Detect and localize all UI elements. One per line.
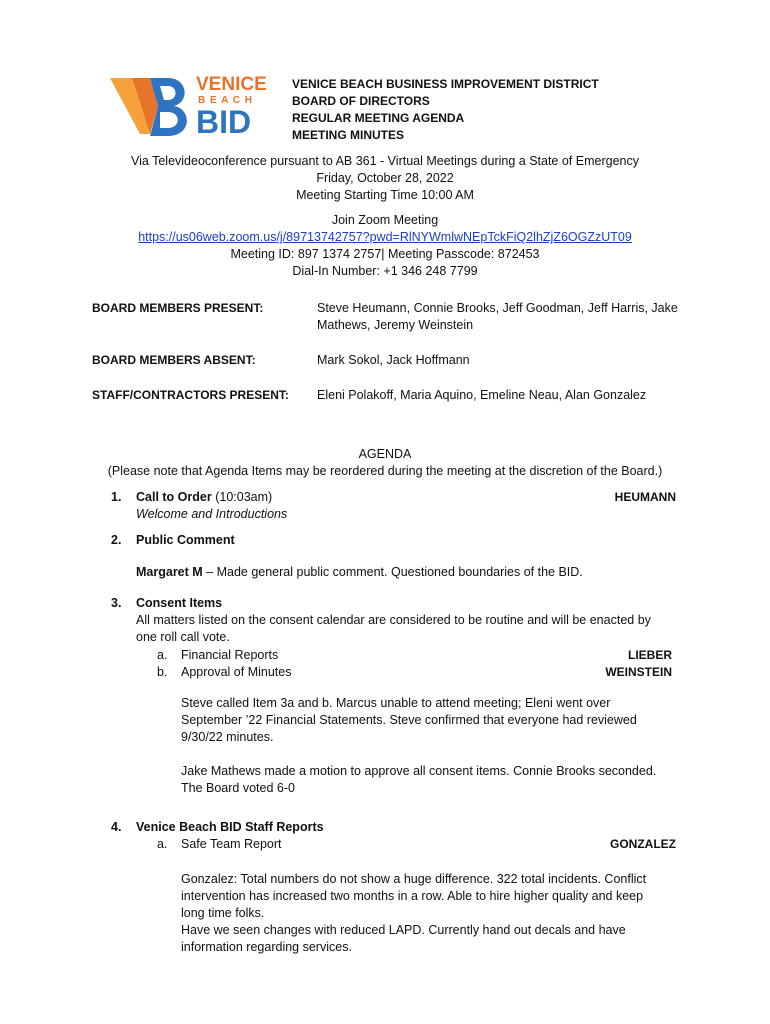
board-present-line-2: Mathews, Jeremy Weinstein xyxy=(317,318,474,332)
title-line-district: VENICE BEACH BUSINESS IMPROVEMENT DISTRICT xyxy=(292,77,599,91)
board-absent-label: BOARD MEMBERS ABSENT: xyxy=(92,353,256,367)
dial-in-line: Dial-In Number: +1 346 248 7799 xyxy=(292,264,478,278)
item-3-desc-line-2: one roll call vote. xyxy=(136,630,230,644)
logo-venice-text: VENICE xyxy=(196,74,267,95)
board-absent-value: Mark Sokol, Jack Hoffmann xyxy=(317,353,470,367)
item-3-p1-line-3: 9/30/22 minutes. xyxy=(181,730,274,744)
item-1-sub: Welcome and Introductions xyxy=(136,507,288,521)
board-present-value xyxy=(317,300,687,334)
item-3-paragraph-1 xyxy=(181,695,676,746)
item-3b-letter: b. xyxy=(157,665,168,679)
join-zoom-line: Join Zoom Meeting xyxy=(331,213,439,227)
item-3a-presenter: LIEBER xyxy=(627,648,672,662)
item-4-line-5: information regarding services. xyxy=(181,940,352,954)
item-3b-presenter: WEINSTEIN xyxy=(605,665,672,679)
zoom-meeting-link[interactable]: https://us06web.zoom.us/j/89713742757?pwd=RlNYWmlwNEpTckFiQ2lhZjZ6OGZzUT09 xyxy=(138,230,632,244)
item-3a-text: Financial Reports xyxy=(181,648,279,662)
date-line: Friday, October 28, 2022 xyxy=(316,171,454,185)
venice-beach-bid-logo xyxy=(110,76,275,138)
board-present-label: BOARD MEMBERS PRESENT: xyxy=(92,301,264,315)
agenda-note: (Please note that Agenda Items may be reordered during the meeting at the discretion of the Board.) xyxy=(107,464,663,478)
item-4a-text: Safe Team Report xyxy=(181,837,282,851)
item-3-number: 3. xyxy=(111,596,122,610)
logo-bid-text: BID xyxy=(196,104,252,140)
item-4-line-4: Have we seen changes with reduced LAPD. Currently hand out decals and have xyxy=(181,923,626,937)
item-2-comment xyxy=(136,564,583,581)
title-line-agenda: REGULAR MEETING AGENDA xyxy=(292,111,465,125)
item-3-p1-line-2: September ’22 Financial Statements. Steve confirmed that everyone had reviewed xyxy=(181,713,637,727)
item-3-desc-line-1: All matters listed on the consent calendar are considered to be routine and will be enacted by xyxy=(136,613,651,627)
item-4-line-3: long time folks. xyxy=(181,906,265,920)
via-line: Via Televideoconference pursuant to AB 361 - Virtual Meetings during a State of Emergency xyxy=(131,154,639,168)
item-3-title: Consent Items xyxy=(136,596,223,610)
item-2-number: 2. xyxy=(111,533,122,547)
item-4-line-2: intervention has increased two months in a row. Able to hire higher quality and keep xyxy=(181,889,644,903)
staff-present-value: Eleni Polakoff, Maria Aquino, Emeline Neau, Alan Gonzalez xyxy=(317,388,647,402)
title-line-board: BOARD OF DIRECTORS xyxy=(292,94,430,108)
item-4-number: 4. xyxy=(111,820,122,834)
meeting-id-line: Meeting ID: 897 1374 2757| Meeting Passcode: 872453 xyxy=(230,247,540,261)
item-3b-text: Approval of Minutes xyxy=(181,665,292,679)
item-3-p2-line-1: Jake Mathews made a motion to approve all consent items. Connie Brooks seconded. xyxy=(181,764,657,778)
item-1-title: Call to Order xyxy=(136,490,212,504)
item-3-paragraph-2 xyxy=(181,763,676,797)
item-4-line-1: Gonzalez: Total numbers do not show a huge difference. 322 total incidents. Conflict xyxy=(181,872,647,886)
item-4-paragraph xyxy=(181,871,676,956)
start-time-line: Meeting Starting Time 10:00 AM xyxy=(296,188,474,202)
item-3-p1-line-1: Steve called Item 3a and b. Marcus unable to attend meeting; Eleni went over xyxy=(181,696,611,710)
public-comment-text: – Made general public comment. Questioned boundaries of the BID. xyxy=(202,565,583,579)
item-4a-presenter: GONZALEZ xyxy=(610,837,676,851)
board-present-line-1: Steve Heumann, Connie Brooks, Jeff Goodman, Jeff Harris, Jake xyxy=(317,301,678,315)
title-line-minutes: MEETING MINUTES xyxy=(292,128,405,142)
meeting-header xyxy=(0,153,770,280)
item-1-heading xyxy=(136,489,272,506)
agenda-heading: AGENDA xyxy=(358,447,412,461)
item-1-time: (10:03am) xyxy=(215,490,273,504)
item-1-number: 1. xyxy=(111,490,122,504)
item-4-title: Venice Beach BID Staff Reports xyxy=(136,820,324,834)
public-commenter-name: Margaret M xyxy=(136,565,203,579)
document-title xyxy=(292,76,599,144)
item-1-presenter: HEUMANN xyxy=(614,490,676,504)
item-3-p2-line-2: The Board voted 6-0 xyxy=(181,781,295,795)
item-3a-letter: a. xyxy=(157,648,168,662)
item-2-title: Public Comment xyxy=(136,533,235,547)
logo-beach-text: B E A C H xyxy=(198,95,253,106)
staff-present-label: STAFF/CONTRACTORS PRESENT: xyxy=(92,388,289,402)
item-3-description xyxy=(136,612,676,646)
item-4a-letter: a. xyxy=(157,837,168,851)
